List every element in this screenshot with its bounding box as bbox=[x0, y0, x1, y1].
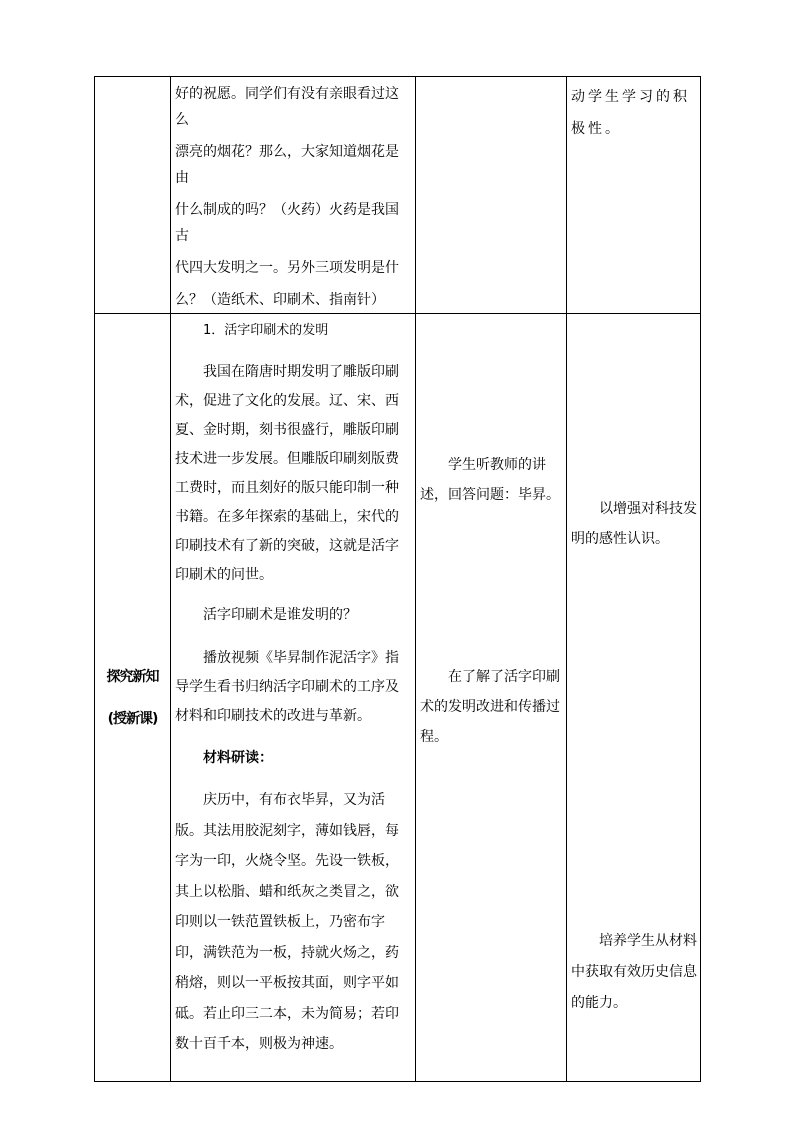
table-row-explore bbox=[95, 314, 701, 1082]
intent-cell-explore bbox=[567, 314, 701, 1082]
reading-text: 庆历中，有布衣毕昇，又为活版。其法用胶泥刻字，薄如钱唇，每字为一印，火烧令坚。先设一铁板，其上以松脂、蜡和纸灰之类冒之，欲印则以一铁范置铁板上，乃密布字印，满铁范为一板，持就火炀之，药稍熔，则以一平板按其面，则字平如砥。若止印三二本，未为简易；若印数十百千本，则极为神速。 bbox=[175, 792, 399, 1052]
discussion-question: 活字印刷术是谁发明的？ bbox=[203, 607, 357, 623]
intro-line: 好的祝愿。同学们有没有亲眼看过这么 bbox=[175, 86, 399, 128]
stage-cell-explore bbox=[95, 314, 171, 1082]
stage-label-line1: 探究新知 bbox=[106, 668, 159, 685]
stage-label-line2: (授新课) bbox=[107, 710, 158, 727]
intent-text-intro: 动学生学习的积极性。 bbox=[571, 89, 690, 137]
student-cell-intro bbox=[416, 77, 567, 314]
lesson-plan-table bbox=[94, 76, 701, 1082]
student-activity-process: 在了解了活字印刷术的发明改进和传播过程。 bbox=[420, 669, 560, 745]
intro-line: 漂亮的烟花？那么，大家知道烟花是由 bbox=[175, 144, 399, 186]
student-activity-answer: 学生听教师的讲述，回答问题：毕昇。 bbox=[420, 457, 560, 503]
intent-cell-intro bbox=[567, 77, 701, 314]
intro-line: 么？（造纸术、印刷术、指南针） bbox=[175, 292, 385, 308]
table-row-intro-continuation bbox=[95, 77, 701, 314]
intent-awareness: 以增强对科技发明的感性认识。 bbox=[571, 501, 697, 547]
student-cell-explore bbox=[416, 314, 567, 1082]
content-cell-explore bbox=[171, 314, 416, 1082]
intent-material-skill: 培养学生从材料中获取有效历史信息的能力。 bbox=[571, 933, 697, 1011]
section-heading: 1．活字印刷术的发明 bbox=[203, 323, 329, 338]
history-paragraph: 我国在隋唐时期发明了雕版印刷术，促进了文化的发展。辽、宋、西夏、金时期，刻书很盛行，雕版印刷技术进一步发展。但雕版印刷刻版费工费时，而且刻好的版只能印制一种书籍。在多年探索的基础上，宋代的印刷技术有了新的突破，这就是活字印刷术的问世。 bbox=[175, 364, 399, 583]
video-instruction: 播放视频《毕昇制作泥活字》指导学生看书归纳活字印刷术的工序及材料和印刷技术的改进与革新。 bbox=[175, 650, 399, 724]
stage-label bbox=[95, 656, 170, 740]
intro-line: 什么制成的吗？（火药）火药是我国古 bbox=[175, 202, 399, 244]
intro-line: 代四大发明之一。另外三项发明是什 bbox=[175, 260, 399, 276]
reading-title: 材料研读： bbox=[203, 750, 273, 766]
content-cell-intro bbox=[171, 77, 416, 314]
stage-cell-empty bbox=[95, 77, 171, 314]
